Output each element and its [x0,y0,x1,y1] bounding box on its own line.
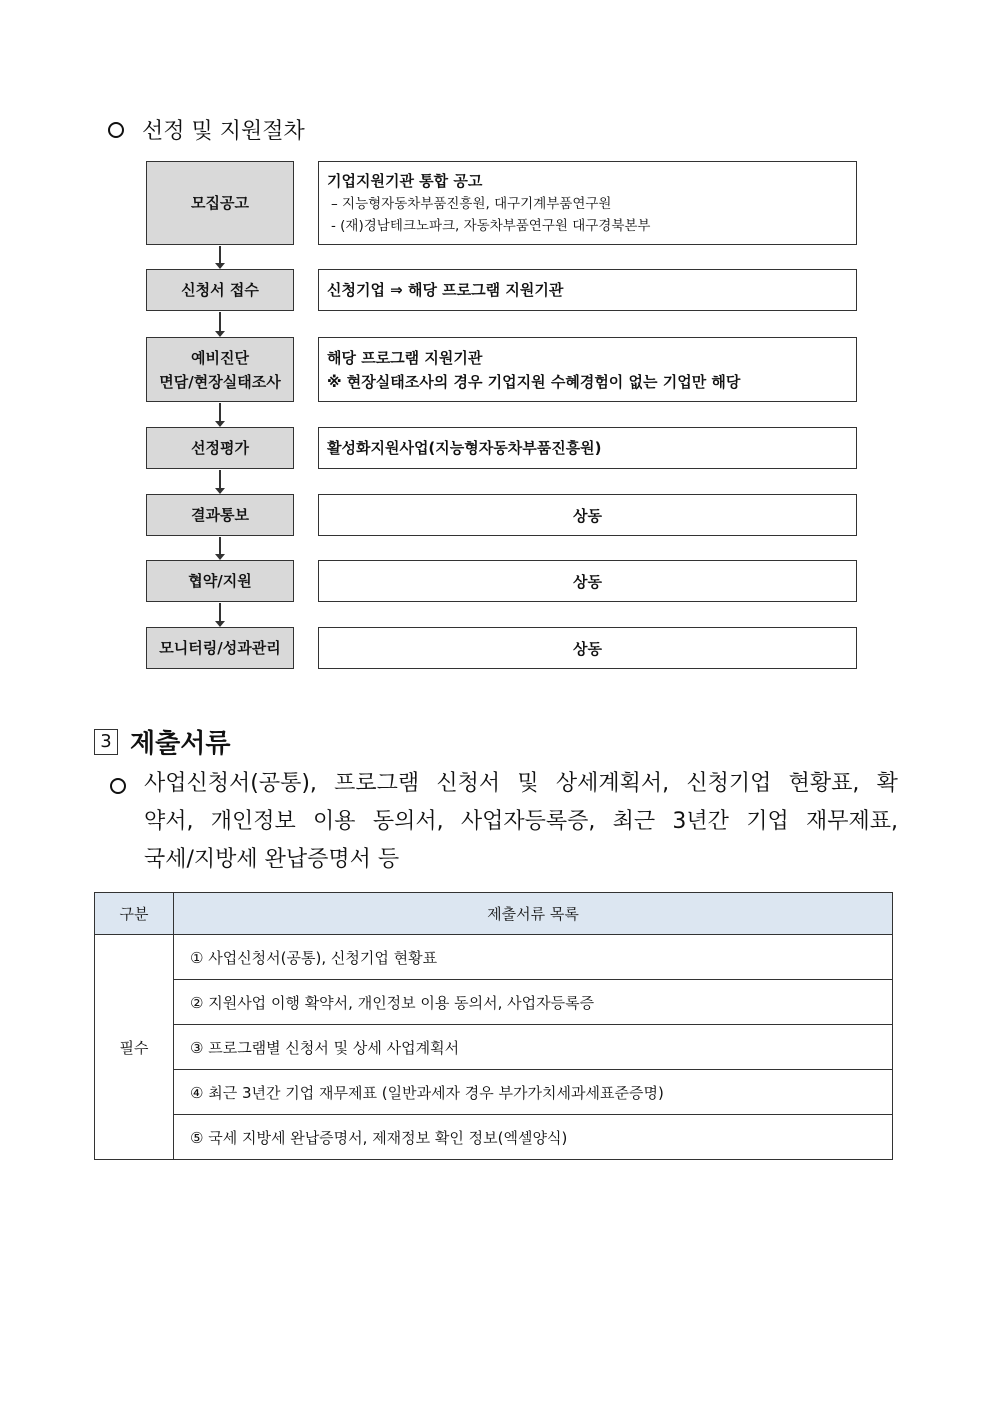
table-row [95,1025,893,1070]
section-title: 선정 및 지원절차 [142,119,305,144]
bullet-circle-icon [110,778,126,794]
paragraph-line: 약서, 개인정보 이용 동의서, 사업자등록증, 최근 3년간 기업 재무제표, [144,809,898,834]
flow-arrow-down-icon [219,537,221,559]
flow-step-description: 상동 [318,494,857,536]
table-row [95,1115,893,1160]
table-item-cell: ② 지원사업 이행 확약서, 개인정보 이용 동의서, 사업자등록증 [174,980,893,1025]
flow-arrow-down-icon [219,246,221,268]
bullet-circle-icon [108,122,124,138]
flow-arrow-down-icon [219,470,221,493]
flow-step-description: 신청기업 ⇒ 해당 프로그램 지원기관 [318,269,857,311]
flow-step-label: 신청서 접수 [146,269,294,311]
table-row [95,935,893,980]
flow-step-label: 모니터링/성과관리 [146,627,294,669]
flow-step-description: 상동 [318,627,857,669]
flow-step-description: 활성화지원사업(지능형자동차부품진흥원) [318,427,857,469]
section-title: 제출서류 [130,729,231,759]
table-row [95,980,893,1025]
flow-arrow-down-icon [219,312,221,336]
flow-step-label: 예비진단 면담/현장실태조사 [146,337,294,402]
table-header-row [95,893,893,935]
table-item-cell: ① 사업신청서(공통), 신청기업 현황표 [174,935,893,980]
table-header-documents: 제출서류 목록 [174,893,893,935]
table-header-category: 구분 [95,893,174,935]
paragraph-line: 사업신청서(공통), 프로그램 신청서 및 상세계획서, 신청기업 현황표, 확 [144,771,898,796]
table-category-cell: 필수 [95,935,174,1160]
flow-arrow-down-icon [219,603,221,626]
section-number: 3 [94,729,118,755]
flow-step-label: 모집공고 [146,161,294,245]
flow-step-description: 기업지원기관 통합 공고 – 지능형자동차부품진흥원, 대구기계부품연구원 - (재)경남테크노파크, 자동차부품연구원 대구경북본부 [318,161,857,245]
section-heading [94,723,230,760]
flow-step-description: 상동 [318,560,857,602]
section-heading [108,114,305,145]
documents-table [94,892,893,1160]
flow-step-label: 협약/지원 [146,560,294,602]
table-item-cell: ④ 최근 3년간 기업 재무제표 (일반과세자 경우 부가가치세과세표준증명) [174,1070,893,1115]
flow-step-label: 결과통보 [146,494,294,536]
table-row [95,1070,893,1115]
flow-arrow-down-icon [219,403,221,426]
table-item-cell: ⑤ 국세 지방세 완납증명서, 제재정보 확인 정보(엑셀양식) [174,1115,893,1160]
flow-step-description: 해당 프로그램 지원기관 ※ 현장실태조사의 경우 기업지원 수혜경험이 없는 기업만 해당 [318,337,857,402]
table-item-cell: ③ 프로그램별 신청서 및 상세 사업계획서 [174,1025,893,1070]
paragraph-line: 국세/지방세 완납증명서 등 [144,847,400,872]
section-paragraph [108,765,898,879]
flow-step-label: 선정평가 [146,427,294,469]
